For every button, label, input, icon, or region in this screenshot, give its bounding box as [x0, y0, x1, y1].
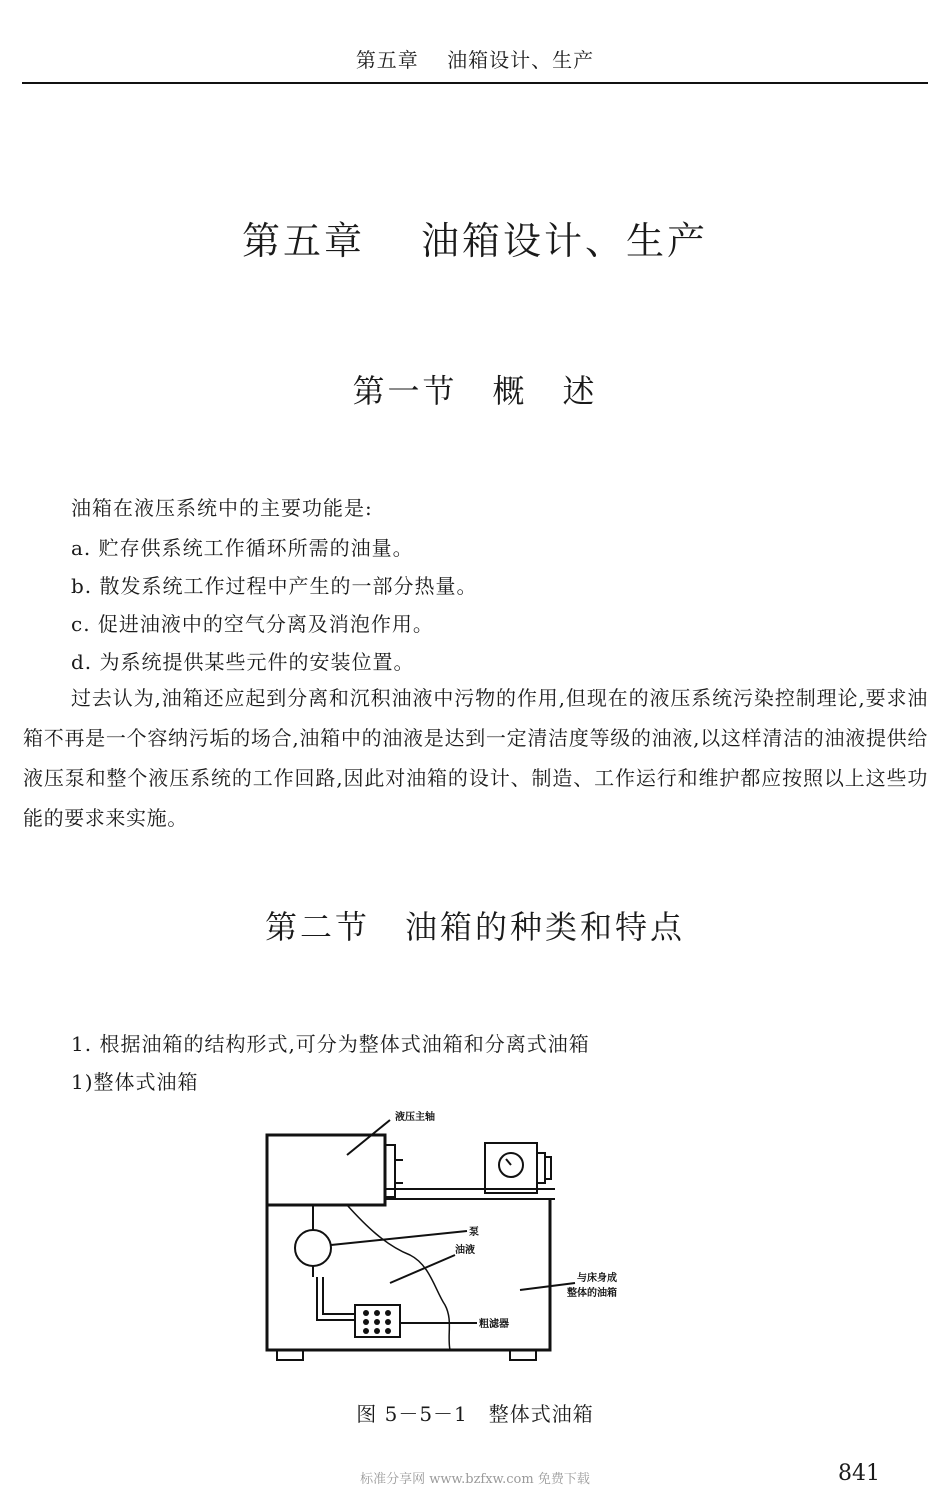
classification-line: 1. 根据油箱的结构形式,可分为整体式油箱和分离式油箱 [71, 1032, 590, 1056]
list-item-c: c. 促进油液中的空气分离及消泡作用。 [71, 612, 434, 636]
list-item-d: d. 为系统提供某些元件的安装位置。 [71, 650, 415, 674]
figure-caption: 图 5－5－1 整体式油箱 [356, 1402, 594, 1426]
footer-watermark: 标准分享网 www.bzfxw.com 免费下载 [360, 1472, 590, 1487]
label-filter: 粗滤器 [479, 1319, 509, 1330]
section-2-title: 第二节 油箱的种类和特点 [264, 908, 685, 946]
spindle-head-shape [267, 1135, 385, 1205]
oil-level-curve [347, 1205, 450, 1350]
label-tank-line1: 与床身成 [577, 1273, 617, 1284]
subheading-line: 1)整体式油箱 [71, 1070, 199, 1094]
intro-line: 油箱在液压系统中的主要功能是: [71, 496, 373, 520]
header-rule [22, 82, 928, 84]
label-spindle: 液压主轴 [395, 1112, 435, 1123]
running-head: 第五章 油箱设计、生产 [355, 48, 595, 72]
body-paragraph: 过去认为,油箱还应起到分离和沉积油液中污物的作用,但现在的液压系统污染控制理论,要求油箱不再是一个容纳污垢的场合,油箱中的油液是达到一定清洁度等级的油液,以这样清洁的油液提供给液压泵和整个液压系统的工作回路,因此对油箱的设计、制造、工作运行和维护都应按照以上这些功能的要求来实施。 [23, 686, 928, 830]
section-1-title: 第一节 概 述 [352, 372, 598, 410]
label-tank-line2: 整体的油箱 [567, 1288, 617, 1299]
pump-shape [295, 1230, 331, 1266]
list-item-a: a. 贮存供系统工作循环所需的油量。 [71, 536, 414, 560]
label-oil: 油液 [455, 1245, 475, 1256]
chapter-title: 第五章 油箱设计、生产 [241, 219, 709, 263]
page-number: 841 [838, 1461, 880, 1486]
tailstock-shape [485, 1143, 537, 1193]
list-item-b: b. 散发系统工作过程中产生的一部分热量。 [71, 574, 478, 598]
integral-tank-figure [255, 1105, 655, 1373]
label-pump: 泵 [469, 1227, 479, 1238]
